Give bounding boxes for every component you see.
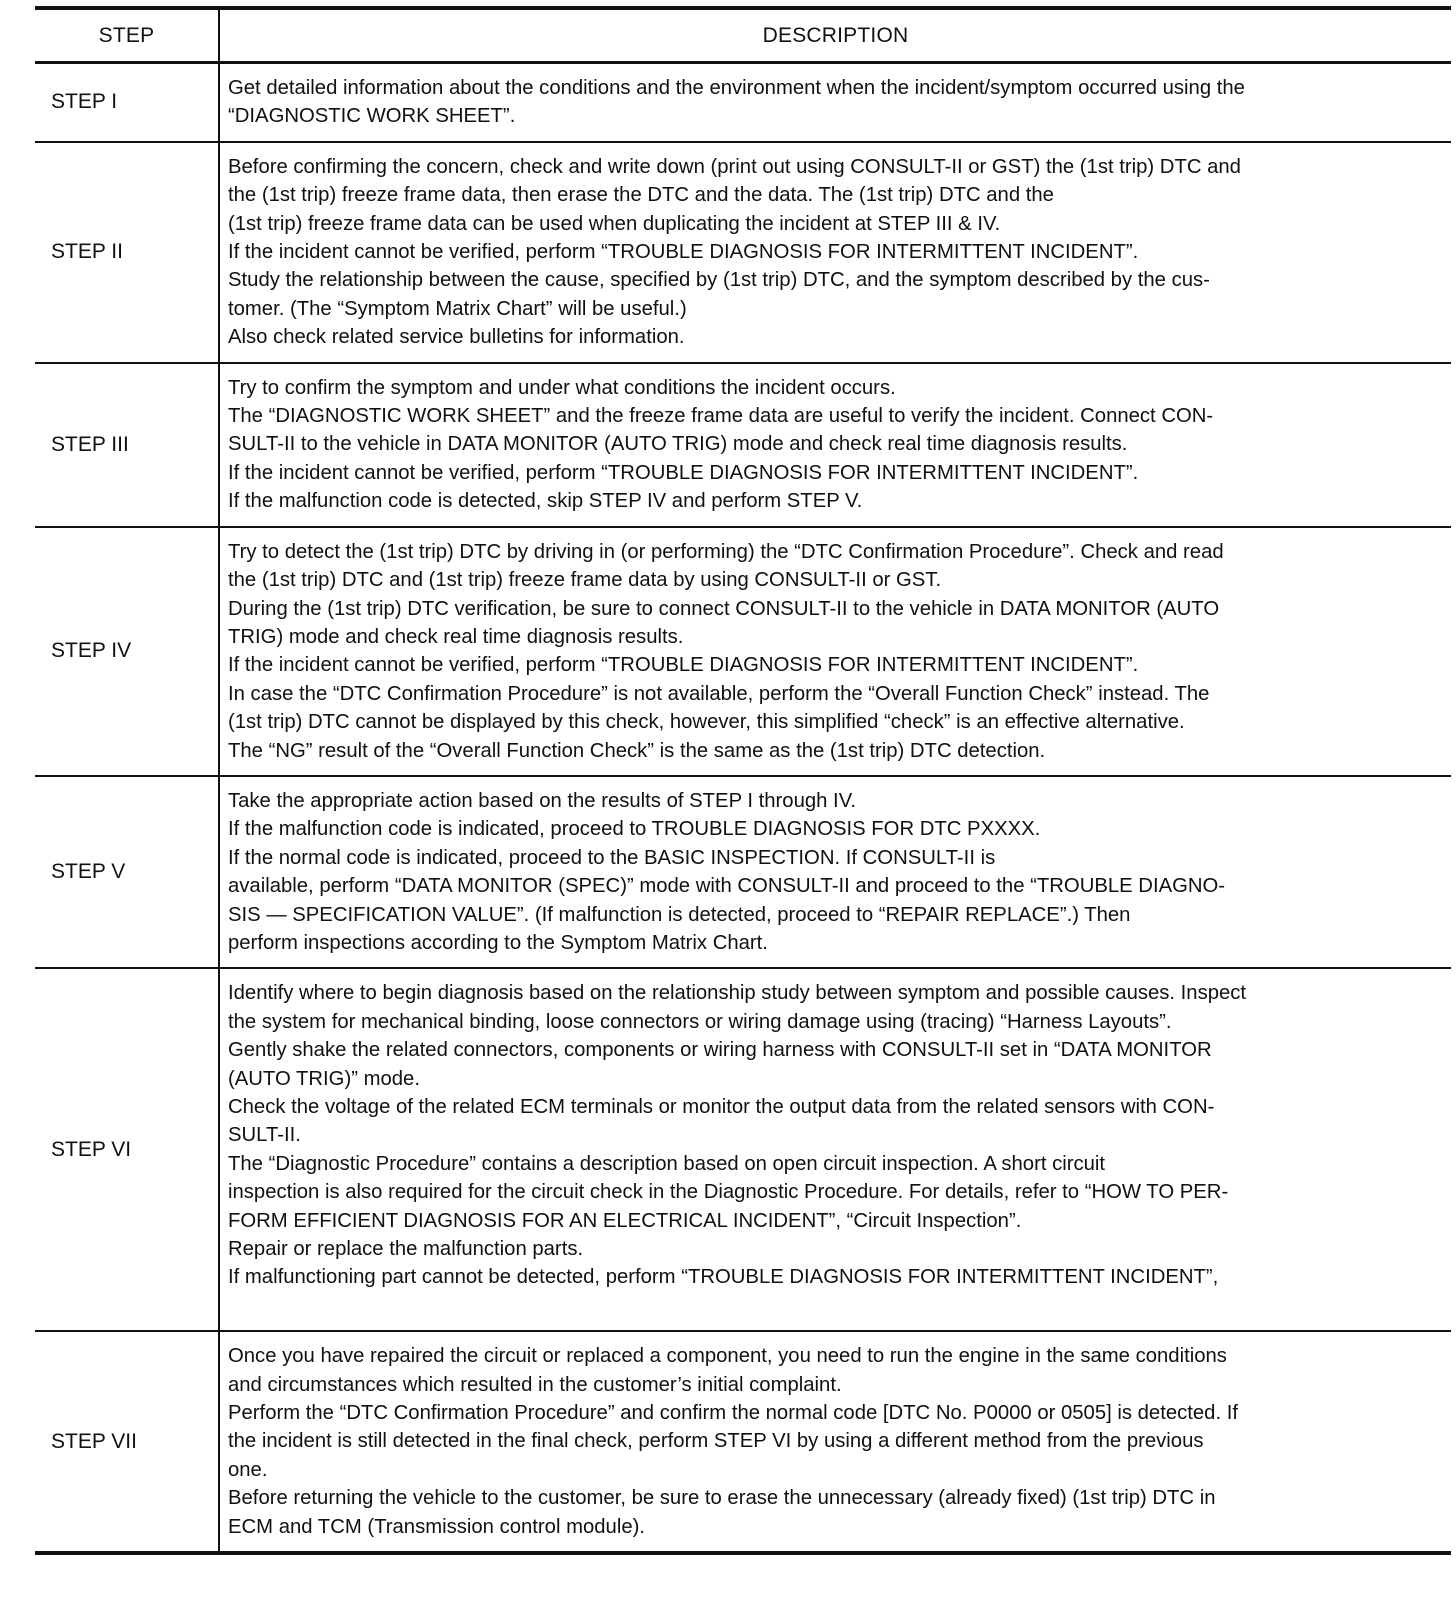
description-line: If the malfunction code is detected, skip STEP IV and perform STEP V. — [228, 490, 863, 513]
description-line: If the incident cannot be verified, perform “TROUBLE DIAGNOSIS FOR INTERMITTENT INCIDENT”. — [228, 241, 1139, 264]
description-line: the incident is still detected in the final check, perform STEP VI by using a different method from the previous — [228, 1430, 1204, 1453]
table-row — [35, 776, 1451, 968]
description-line: SULT-II to the vehicle in DATA MONITOR (AUTO TRIG) mode and check real time diagnosis results. — [228, 433, 1128, 456]
description-line: ECM and TCM (Transmission control module). — [228, 1515, 646, 1538]
description-line: Take the appropriate action based on the results of STEP I through IV. — [228, 789, 856, 812]
step-description — [219, 527, 1451, 776]
description-line: (1st trip) DTC cannot be displayed by this check, however, this simplified “check” is an effective alternative. — [228, 711, 1185, 734]
description-line: Study the relationship between the cause, specified by (1st trip) DTC, and the symptom described by the cus- — [228, 269, 1210, 292]
table-row — [35, 1331, 1451, 1553]
description-line: inspection is also required for the circuit check in the Diagnostic Procedure. For details, refer to “HOW TO PER- — [228, 1181, 1229, 1204]
description-line: Once you have repaired the circuit or replaced a component, you need to run the engine in the same conditions — [228, 1345, 1227, 1368]
table-header — [35, 8, 1451, 63]
step-label: STEP VII — [35, 1331, 219, 1553]
description-line: Gently shake the related connectors, components or wiring harness with CONSULT-II set in “DATA MONITOR — [228, 1039, 1212, 1062]
description-line: If the malfunction code is indicated, proceed to TROUBLE DIAGNOSIS FOR DTC PXXXX. — [228, 818, 1041, 841]
table-row — [35, 363, 1451, 527]
description-line: The “NG” result of the “Overall Function Check” is the same as the (1st trip) DTC detection. — [228, 739, 1046, 762]
step-label: STEP I — [35, 63, 219, 142]
step-description — [219, 63, 1451, 142]
description-line: the system for mechanical binding, loose connectors or wiring damage using (tracing) “Harness Layouts”. — [228, 1010, 1172, 1033]
description-line: Try to detect the (1st trip) DTC by driving in (or performing) the “DTC Confirmation Procedure”. Check and read — [228, 540, 1224, 563]
step-description — [219, 776, 1451, 968]
column-header-description: DESCRIPTION — [219, 8, 1451, 63]
step-label: STEP III — [35, 363, 219, 527]
description-line: If malfunctioning part cannot be detected, perform “TROUBLE DIAGNOSIS FOR INTERMITTENT INCIDENT”, — [228, 1266, 1219, 1289]
description-line: Also check related service bulletins for information. — [228, 326, 685, 349]
description-line: available, perform “DATA MONITOR (SPEC)” mode with CONSULT-II and proceed to the “TROUBLE DIAGNO- — [228, 875, 1226, 898]
step-description — [219, 1331, 1451, 1553]
description-line: FORM EFFICIENT DIAGNOSIS FOR AN ELECTRICAL INCIDENT”, “Circuit Inspection”. — [228, 1209, 1022, 1232]
table-body — [35, 63, 1451, 1554]
step-description — [219, 363, 1451, 527]
description-line: If the incident cannot be verified, perform “TROUBLE DIAGNOSIS FOR INTERMITTENT INCIDENT”. — [228, 654, 1139, 677]
table-row — [35, 527, 1451, 776]
description-line: TRIG) mode and check real time diagnosis results. — [228, 625, 684, 648]
description-line: Try to confirm the symptom and under what conditions the incident occurs. — [228, 376, 896, 399]
description-line: The “DIAGNOSTIC WORK SHEET” and the freeze frame data are useful to verify the incident. Connect CON- — [228, 405, 1214, 428]
step-label: STEP IV — [35, 527, 219, 776]
description-line: (1st trip) freeze frame data can be used when duplicating the incident at STEP III & IV. — [228, 212, 1001, 235]
description-line: Identify where to begin diagnosis based on the relationship study between symptom and possible causes. Inspect — [228, 982, 1247, 1005]
table-row — [35, 63, 1451, 142]
description-line: the (1st trip) freeze frame data, then erase the DTC and the data. The (1st trip) DTC and the — [228, 184, 1054, 207]
description-line: Check the voltage of the related ECM terminals or monitor the output data from the related sensors with CON- — [228, 1096, 1215, 1118]
description-line: one. — [228, 1458, 268, 1481]
description-line: The “Diagnostic Procedure” contains a description based on open circuit inspection. A short circuit — [228, 1152, 1106, 1175]
description-line: (AUTO TRIG)” mode. — [228, 1067, 420, 1090]
description-line: and circumstances which resulted in the customer’s initial complaint. — [228, 1373, 842, 1396]
description-line: In case the “DTC Confirmation Procedure” is not available, perform the “Overall Function Check” instead. The — [228, 682, 1210, 705]
step-label: STEP II — [35, 142, 219, 363]
description-line: “DIAGNOSTIC WORK SHEET”. — [228, 105, 516, 128]
step-label: STEP V — [35, 776, 219, 968]
description-line: Before confirming the concern, check and write down (print out using CONSULT-II or GST) the (1st trip) DTC and — [228, 155, 1241, 178]
description-line: SULT-II. — [228, 1124, 301, 1147]
description-line: Before returning the vehicle to the customer, be sure to erase the unnecessary (already fixed) (1st trip) DTC in — [228, 1487, 1216, 1510]
table-row — [35, 142, 1451, 363]
description-line: SIS — SPECIFICATION VALUE”. (If malfunction is detected, proceed to “REPAIR REPLACE”.) Then — [228, 903, 1131, 926]
description-line — [228, 1292, 1443, 1320]
column-header-step: STEP — [35, 8, 219, 63]
description-line: Perform the “DTC Confirmation Procedure” and confirm the normal code [DTC No. P0000 or 0505] is detected. If — [228, 1402, 1239, 1425]
description-line: If the normal code is indicated, proceed to the BASIC INSPECTION. If CONSULT-II is — [228, 846, 996, 869]
diagnosis-steps-table — [35, 6, 1451, 1555]
description-line: perform inspections according to the Symptom Matrix Chart. — [228, 931, 768, 954]
step-label: STEP VI — [35, 968, 219, 1331]
step-description — [219, 142, 1451, 363]
description-line: the (1st trip) DTC and (1st trip) freeze frame data by using CONSULT-II or GST. — [228, 569, 942, 592]
header-row — [35, 8, 1451, 63]
description-line: Get detailed information about the conditions and the environment when the incident/symptom occurred using the — [228, 77, 1245, 99]
description-line: tomer. (The “Symptom Matrix Chart” will be useful.) — [228, 297, 687, 320]
table-row — [35, 968, 1451, 1331]
description-line: During the (1st trip) DTC verification, be sure to connect CONSULT-II to the vehicle in DATA MONITOR (AUTO — [228, 597, 1220, 620]
description-line: Repair or replace the malfunction parts. — [228, 1238, 584, 1261]
step-description — [219, 968, 1451, 1331]
description-line: If the incident cannot be verified, perform “TROUBLE DIAGNOSIS FOR INTERMITTENT INCIDENT”. — [228, 461, 1139, 484]
